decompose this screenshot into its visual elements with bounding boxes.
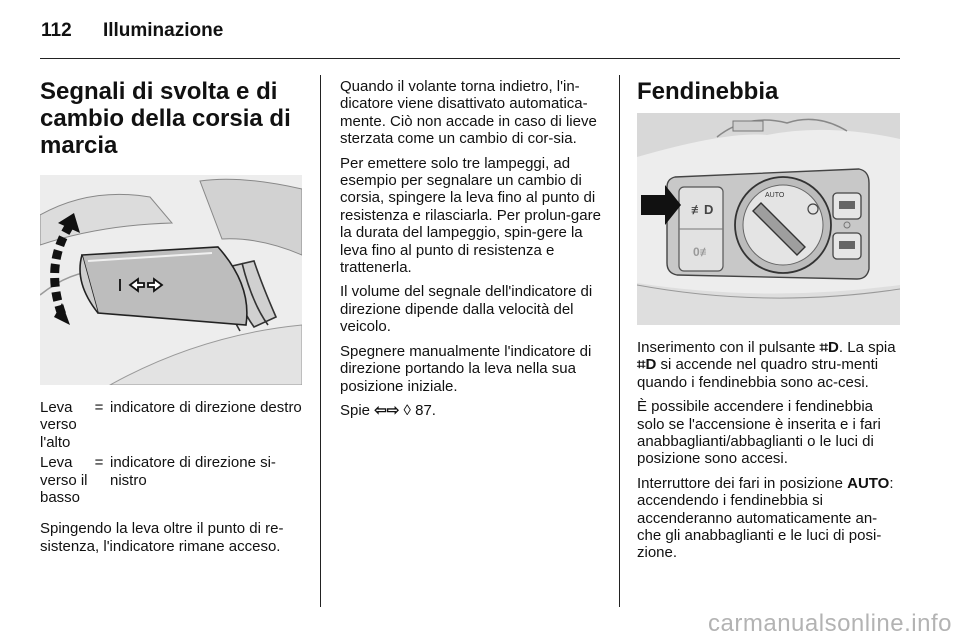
text-fragment: Inserimento con il pulsante <box>637 339 816 356</box>
indicator-reference <box>340 402 602 419</box>
fog-light-icon: ⌗D <box>637 356 657 374</box>
definition-row <box>40 451 302 506</box>
column-2 <box>340 78 602 426</box>
turn-signal-lever-figure <box>40 175 302 385</box>
page-reference-link[interactable]: 87. <box>415 401 436 419</box>
fog-light-switch-illustration <box>637 113 900 325</box>
turn-signal-title: Segnali di svolta e di cambio della corsia di marcia <box>40 78 291 159</box>
definition-key: Leva verso l'alto <box>40 399 77 451</box>
lever-definitions-table <box>40 399 302 506</box>
definition-value: indicatore di direzione destro <box>110 399 302 416</box>
definition-value: indicatore di direzione si-nistro <box>110 454 276 489</box>
definition-key: Leva verso il basso <box>40 454 88 507</box>
turn-arrows-icon: ⇦⇨ <box>374 401 400 419</box>
auto-paragraph <box>637 475 900 562</box>
definition-separator: = <box>94 399 104 416</box>
paragraph: Quando il volante torna indietro, l'in-dicatore viene disattivato automatica-mente. Ciò non accade in caso di lieve sterzata come un cambio di cor-sia. <box>340 78 597 148</box>
svg-text:≢D: ≢D <box>691 202 714 217</box>
definition-separator: = <box>94 454 104 472</box>
page-reference-icon: ◊ <box>403 401 411 419</box>
turn-signal-lever-illustration <box>40 175 302 385</box>
text-fragment: Interruttore dei fari in posizione <box>637 474 843 492</box>
text-fragment: : accendendo i fendinebbia si accenderanno automaticamente an-che gli anabbaglianti e le luci di posi-zione. <box>637 474 894 562</box>
fog-light-icon: ⌗D <box>819 339 839 356</box>
paragraph: Per emettere solo tre lampeggi, ad esempio per segnalare un cambio di corsia, spingere la leva fino al punto di resistenza e rilasciarla. Per prolun-gare la durata del lampeggio, spin-gere la leva fino al punto di resistenza e trattenerla. <box>340 154 601 277</box>
fog-light-switch-figure <box>637 113 900 325</box>
section-title: Illuminazione <box>102 20 224 41</box>
spie-label: Spie <box>340 401 371 419</box>
definition-row <box>40 399 302 451</box>
column-3 <box>637 78 900 569</box>
svg-text:0≢: 0≢ <box>693 245 712 259</box>
column-divider-2 <box>619 75 620 607</box>
page-number: 112 <box>41 20 72 41</box>
watermark: carmanualsonline.info <box>708 610 952 637</box>
gauge-auto-label: AUTO <box>765 192 785 199</box>
header-rule <box>40 58 900 59</box>
paragraph: Spegnere manualmente l'indicatore di direzione portando la leva nella sua posizione iniziale. <box>340 342 592 395</box>
text-fragment: si accende nel quadro stru-menti quando i fendinebbia sono ac-cesi. <box>637 356 879 391</box>
column-1 <box>40 78 302 562</box>
paragraph: Il volume del segnale dell'indicatore di direzione dipende dalla velocità del veicolo. <box>340 283 593 336</box>
paragraph: È possibile accendere i fendinebbia solo se l'accensione è inserita e i fari anabbaglianti/abbaglianti o le luci di posizione sono accesi. <box>637 398 881 468</box>
auto-keyword: AUTO <box>847 474 890 492</box>
lever-paragraph: Spingendo la leva oltre il punto di re-sistenza, l'indicatore rimane acceso. <box>40 520 284 555</box>
fog-button-paragraph <box>637 339 900 391</box>
text-fragment: . La spia <box>838 339 896 356</box>
page-header <box>41 20 223 42</box>
fog-lights-title: Fendinebbia <box>637 78 779 105</box>
column-divider-1 <box>320 75 321 607</box>
